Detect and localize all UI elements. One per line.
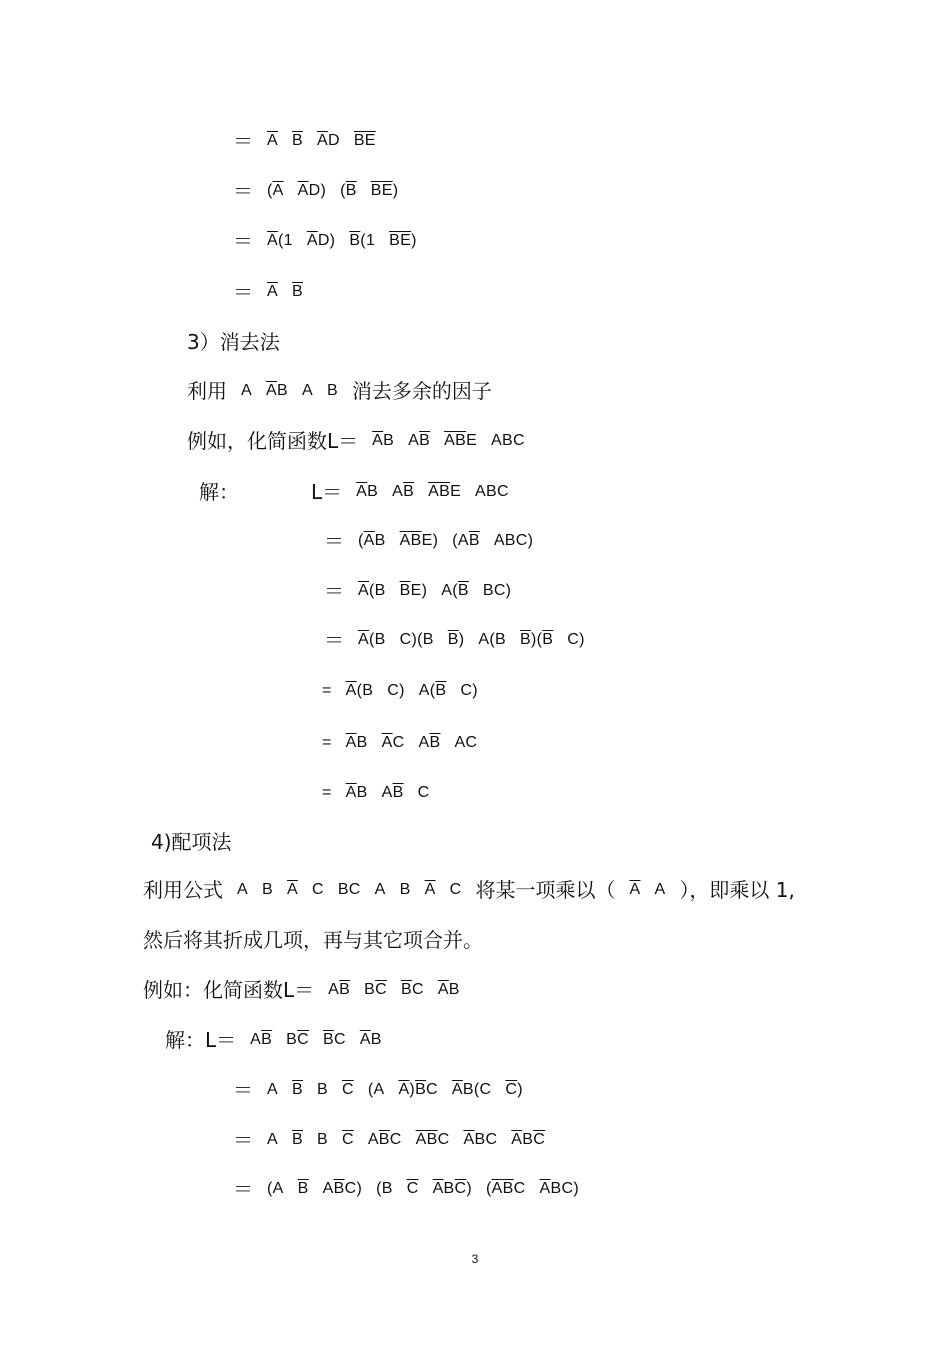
math-term: B	[316, 1081, 328, 1098]
math-term: $\overline{A}B\overline{C}$	[511, 1131, 546, 1148]
math-term: $\overline{B}(1$	[349, 232, 376, 249]
document-line	[187, 425, 525, 457]
math-term: A	[237, 881, 248, 898]
math-term: $\overline{B}$	[291, 132, 303, 149]
text-run: 解：	[199, 480, 239, 504]
math-term: $\overline{A}$	[286, 881, 298, 898]
math-term: (A	[367, 1081, 385, 1098]
text-run: 消去多余的因子	[351, 379, 492, 403]
document-line	[233, 225, 417, 257]
math-term: =	[322, 784, 332, 801]
math-term: =	[322, 682, 332, 699]
math-term: (A	[267, 1180, 284, 1197]
text-run: ＝	[233, 280, 253, 304]
document-line	[233, 1173, 579, 1205]
math-term: ($\overline{A}B$	[358, 532, 386, 549]
document-line	[233, 175, 398, 207]
math-term: $\overline{A}D$)	[297, 182, 327, 199]
math-term: $\overline{A}B$	[356, 483, 379, 500]
math-term: AC	[454, 734, 478, 751]
math-term: $\overline{A}$	[424, 881, 436, 898]
math-term: $A\overline{B}$	[392, 483, 415, 500]
math-term: A	[267, 1131, 278, 1148]
document-line	[151, 826, 232, 858]
math-term: $\overline{A}$	[629, 881, 641, 898]
math-term: $\overline{A}(B$	[345, 682, 374, 699]
text-run: ＝	[324, 579, 344, 603]
math-term: $B\overline{C}$	[364, 981, 387, 998]
math-term: $A\overline{B}C$)	[322, 1180, 363, 1197]
math-term: A	[654, 881, 666, 898]
math-term: ($\overline{B}$	[340, 182, 357, 199]
math-term: $\overline{C}$	[406, 1180, 419, 1197]
text-run: ＝	[233, 229, 253, 253]
math-term: C)	[567, 631, 585, 648]
document-line	[322, 675, 478, 707]
document-line	[165, 1024, 382, 1056]
math-term: B	[399, 881, 411, 898]
text-run: 然后将其折成几项，再与其它项合并。	[143, 928, 483, 952]
math-term: $\overline{B}E$)	[399, 582, 428, 599]
text-run: ＝	[324, 628, 344, 652]
math-term: $A\overline{B}$	[250, 1031, 273, 1048]
math-term: A	[267, 1081, 278, 1098]
text-run: 4)配项法	[151, 830, 232, 854]
text-run: 利用公式	[143, 878, 223, 902]
math-term: C	[449, 881, 462, 898]
text-run: ＝	[233, 179, 253, 203]
math-term: $\overline{A}(B$	[358, 582, 386, 599]
text-run: ＝	[324, 529, 344, 553]
math-term: $\overline{A}\overline{B}C$	[415, 1131, 450, 1148]
document-line	[324, 624, 585, 656]
text-run: 3）消去法	[187, 330, 280, 354]
math-term: $\overline{A}BC$)	[539, 1180, 579, 1197]
text-run: 例如：化简函数L＝	[143, 978, 315, 1002]
page-number: 3	[471, 1252, 479, 1266]
math-term: $\overline{B}$	[291, 283, 303, 300]
document-line	[199, 476, 509, 508]
math-term: $A\overline{B}$	[328, 981, 351, 998]
math-term: $\overline{A}(B$	[358, 631, 386, 648]
math-term: $\overline{B}\overline{E}$)	[389, 232, 417, 249]
math-term: $\overline{C}$)	[505, 1081, 523, 1098]
math-term: BC)	[482, 582, 512, 599]
math-term: ($\overline{A}\overline{B}C$	[486, 1180, 526, 1197]
math-term: $\overline{B}\overline{E}$	[353, 132, 376, 149]
document-line	[143, 974, 460, 1006]
math-term: $\overline{B}C$	[400, 981, 424, 998]
text-run: 解：L＝	[165, 1028, 237, 1052]
math-term: $\overline{C}$	[341, 1081, 354, 1098]
math-term: $\overline{B}$	[291, 1081, 303, 1098]
text-run: 将某一项乘以（	[475, 878, 616, 902]
math-term: =	[322, 734, 332, 751]
text-run: ＝	[233, 1128, 253, 1152]
math-term: B	[261, 881, 273, 898]
document-line	[143, 874, 795, 906]
math-term: C)	[460, 682, 478, 699]
math-term: ABC	[491, 432, 525, 449]
math-term: B	[326, 382, 338, 399]
math-term: A(B	[478, 631, 506, 648]
math-term: $\overline{B}C$	[322, 1031, 346, 1048]
math-term: C	[311, 881, 324, 898]
math-term: $\overline{A}BC$	[463, 1131, 498, 1148]
math-term: $\overline{A}B$	[359, 1031, 382, 1048]
text-run: ＝	[233, 129, 253, 153]
math-term: (B	[376, 1180, 393, 1197]
math-term: $\overline{A}\overline{B}E$	[428, 483, 462, 500]
math-term: C)(B	[399, 631, 434, 648]
math-term: $A(\overline{B}$	[441, 582, 469, 599]
math-term: $\overline{B}\overline{E}$)	[370, 182, 399, 199]
math-term: B	[316, 1131, 328, 1148]
math-term: $\overline{B})(\overline{B}$	[519, 631, 554, 648]
document-line	[233, 1124, 545, 1156]
math-term: $\overline{A}D$)	[306, 232, 336, 249]
document-line	[324, 575, 511, 607]
math-term: $\overline{A}$	[267, 283, 278, 300]
math-term: $\overline{A}\overline{B}E$)	[399, 532, 439, 549]
document-line	[233, 276, 303, 308]
document-line	[233, 125, 376, 157]
math-term: C)	[387, 682, 405, 699]
text-run: ＝	[233, 1177, 253, 1201]
document-line	[187, 326, 280, 358]
math-term: A	[241, 382, 252, 399]
math-term: $\overline{A}B$	[265, 382, 288, 399]
math-term: $\overline{B}$)	[447, 631, 465, 648]
math-term: C	[417, 784, 430, 801]
document-line	[322, 727, 477, 759]
math-term: A	[374, 881, 386, 898]
math-term: $A(\overline{B}$	[418, 682, 447, 699]
math-term: $\overline{A}B\overline{C}$)	[432, 1180, 473, 1197]
math-term: $\overline{C}$	[341, 1131, 354, 1148]
math-term: $\overline{A}C$	[381, 734, 405, 751]
math-term: $\overline{A}B$	[437, 981, 460, 998]
text-run: L＝	[311, 480, 343, 504]
math-term: $B\overline{C}$	[286, 1031, 309, 1048]
math-term: BC	[337, 881, 361, 898]
math-term: ($A\overline{B}$	[452, 532, 480, 549]
text-run: 例如，化简函数L＝	[187, 429, 359, 453]
math-term: $\overline{A}B$	[372, 432, 395, 449]
math-term: $A\overline{B}$	[408, 432, 431, 449]
math-term: ABC	[475, 483, 509, 500]
math-term: $\overline{A})\overline{B}C$	[398, 1081, 438, 1098]
math-term: $\overline{A}B$	[345, 734, 368, 751]
document-line	[233, 1074, 523, 1106]
math-term: $\overline{A}\overline{B}E$	[444, 432, 478, 449]
math-term: $\overline{B}$	[297, 1180, 309, 1197]
document-line	[187, 375, 492, 407]
math-term: $\overline{A}D$	[316, 132, 340, 149]
text-run: 利用	[187, 379, 227, 403]
math-term: A	[301, 382, 313, 399]
text-run: ＝	[233, 1078, 253, 1102]
math-term: ABC)	[493, 532, 534, 549]
document-line	[143, 924, 483, 956]
document-line	[324, 525, 533, 557]
math-term: ($\overline{A}$	[267, 182, 284, 199]
math-term: $\overline{A}B(C$	[451, 1081, 492, 1098]
text-run: ），即乘以 1,	[679, 878, 795, 902]
math-term: $A\overline{B}$	[381, 784, 404, 801]
document-line	[322, 777, 429, 809]
math-term: $\overline{B}$	[291, 1131, 303, 1148]
math-term: $\overline{A}B$	[345, 784, 368, 801]
math-term: $A\overline{B}$	[418, 734, 441, 751]
math-term: $A\overline{B}C$	[367, 1131, 402, 1148]
math-term: $\overline{A}(1$	[267, 232, 293, 249]
math-term: $\overline{A}$	[267, 132, 278, 149]
